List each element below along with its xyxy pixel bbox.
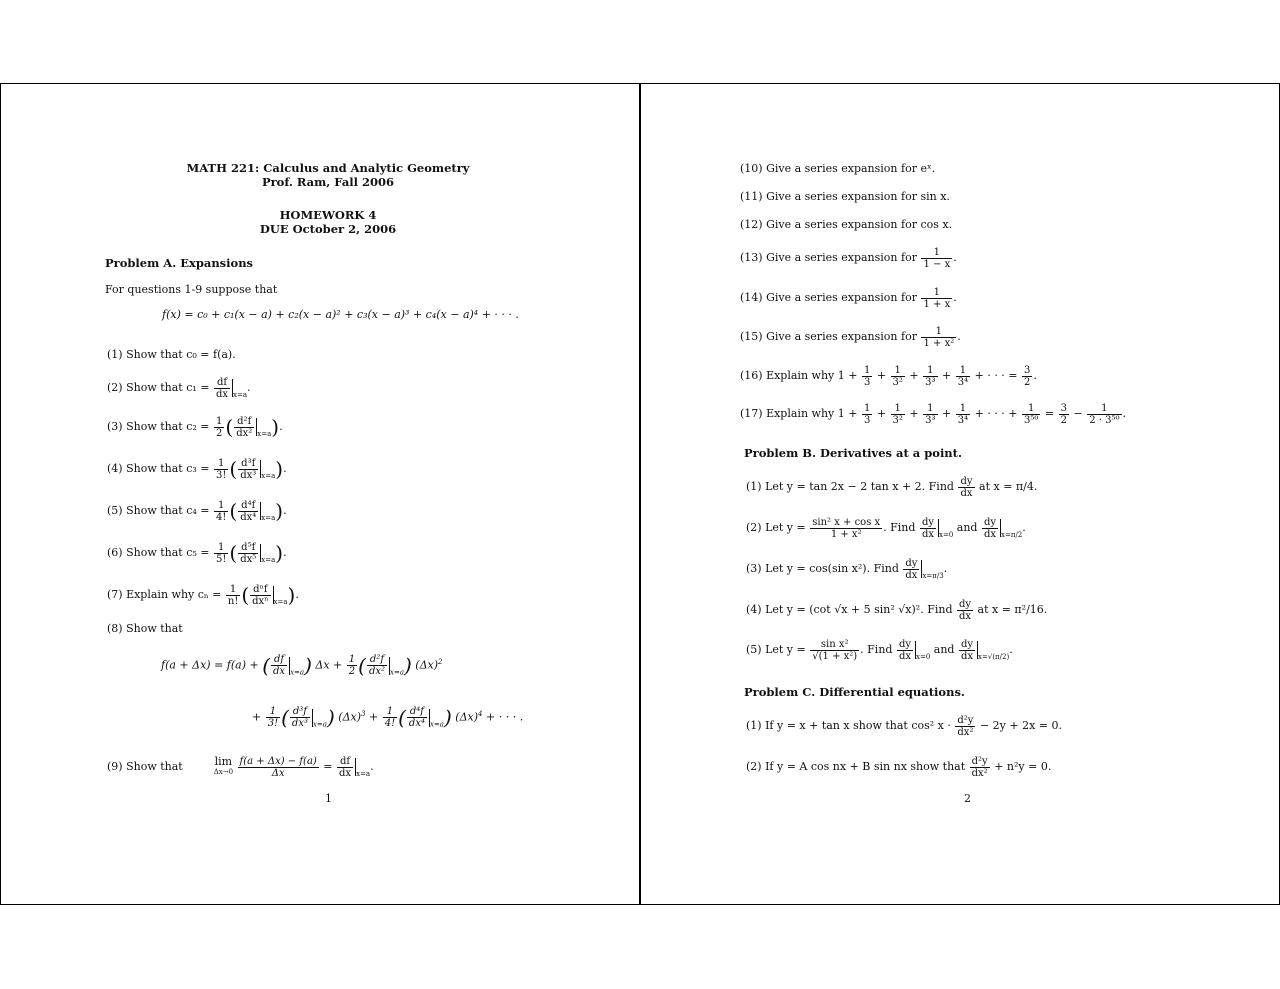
- question-10: (10) Give a series expansion for eˣ.: [740, 162, 936, 175]
- question-3: (3) Show that c₂ = $\frac{1}{2}$ ( $\frac{\text{d²f}}{\text{dx²}}$ $_{x=a}$).: [107, 415, 283, 439]
- b1-text: (1) Let y = tan 2x − 2 tan x + 2. Find: [746, 480, 954, 493]
- question-12: (12) Give a series expansion for cos x.: [740, 218, 953, 231]
- c1-suffix: − 2y + 2x = 0.: [979, 719, 1062, 732]
- limit-symbol: lim: [214, 755, 233, 768]
- q8-line1-text: f(a + Δx) = f(a) +: [161, 658, 259, 672]
- c2-suffix: + n²y = 0.: [994, 760, 1052, 773]
- due-date: DUE October 2, 2006: [259, 222, 397, 236]
- question-4: (4) Show that c₃ = $\frac{1}{3!}$ ( $\frac{\text{d³f}}{\text{dx³}}$ $_{x=a}$).: [107, 457, 287, 481]
- question-8-line-1: f(a + Δx) = f(a) + ( $\frac{df}{dx}$ $_{x=a}$) Δx + $\frac{1}{2}$ ( $\frac{\text{d²f}}{\text{dx²}}$ $_{x=a}$) $(\Delta x)^2$: [161, 653, 443, 678]
- question-13: (13) Give a series expansion for $\frac{1}{1 - x}$ .: [740, 246, 957, 270]
- c1-text: (1) If y = x + tan x show that cos² x ·: [746, 719, 951, 732]
- question-2-text: (2) Show that c₁ =: [107, 381, 210, 394]
- question-16: (16) Explain why 1 + $\frac{1}{3}$ + $\frac{1}{\text{3²}}$ + $\frac{1}{\text{3³}}$ + $\frac{1}{\text{3⁴}}$ + · · · = $\frac{3}{2}$ .: [740, 364, 1037, 388]
- question-14: (14) Give a series expansion for $\frac{1}{1 + x}$ .: [740, 286, 957, 310]
- b1-suffix: at x = π/4.: [979, 480, 1038, 493]
- question-13-text: (13) Give a series expansion for: [740, 251, 917, 264]
- question-17: (17) Explain why 1 + $\frac{1}{3}$ + $\frac{1}{\text{3²}}$ + $\frac{1}{\text{3³}}$ + $\frac{1}{\text{3⁴}}$ + · · · + $\frac{1}{\text{3⁵⁰}}$ = $\frac{3}{2}$ − $\frac{1}{\text{2 · 3⁵⁰}}$ .: [740, 402, 1126, 426]
- problem-b2: (2) Let y = $\frac{\text{sin² x + cos x}}{\text{1 + x²}}$ . Find $\frac{dy}{dx}$ $_{x=0}$ and $\frac{dy}{dx}$ $_{x=\pi/2}$.: [746, 516, 1026, 540]
- problem-b4: (4) Let y = (cot √x + 5 sin² √x)². Find $\frac{dy}{dx}$ at x = π²/16.: [746, 598, 1048, 622]
- b4-text: (4) Let y = (cot √x + 5 sin² √x)². Find: [746, 603, 953, 616]
- main-equation: f(x) = c₀ + c₁(x − a) + c₂(x − a)² + c₃(x − a)³ + c₄(x − a)⁴ + · · · .: [162, 308, 519, 321]
- question-9: (9) Show that lim Δx→0 $\frac{f(a + \Delta x) - f(a)}{\Delta x}$ = $\frac{df}{dx}$ $_{x=a}$.: [107, 755, 374, 779]
- question-16-text: (16) Explain why 1 +: [740, 369, 858, 382]
- question-14-text: (14) Give a series expansion for: [740, 291, 917, 304]
- question-17-text: (17) Explain why 1 +: [740, 407, 858, 420]
- question-7-text: (7) Explain why cₙ =: [107, 588, 222, 601]
- question-5-text: (5) Show that c₄ =: [107, 504, 210, 517]
- problem-b1: (1) Let y = tan 2x − 2 tan x + 2. Find $\frac{dy}{dx}$ at x = π/4.: [746, 475, 1038, 499]
- problem-c2: (2) If y = A cos nx + B sin nx show that $\frac{\text{d²y}}{\text{dx²}}$ + n²y = 0.: [746, 755, 1052, 779]
- question-6-text: (6) Show that c₅ =: [107, 546, 210, 559]
- question-15: (15) Give a series expansion for $\frac{1}{\text{1 + x²}}$ .: [740, 325, 961, 349]
- b3-text: (3) Let y = cos(sin x²). Find: [746, 562, 899, 575]
- problem-c1: (1) If y = x + tan x show that cos² x · $\frac{\text{d²y}}{\text{dx²}}$ − 2y + 2x = 0.: [746, 714, 1062, 738]
- question-6: (6) Show that c₅ = $\frac{1}{5!}$ ( $\frac{\text{d⁵f}}{\text{dx⁵}}$ $_{x=a}$).: [107, 541, 287, 565]
- homework-title: HOMEWORK 4: [279, 208, 377, 222]
- limit-subscript: Δx→0: [213, 768, 234, 776]
- question-4-text: (4) Show that c₃ =: [107, 462, 210, 475]
- b2-text: (2) Let y =: [746, 521, 806, 534]
- page-number-2: 2: [964, 792, 971, 805]
- question-8: (8) Show that: [107, 622, 183, 635]
- section-b-heading: Problem B. Derivatives at a point.: [744, 446, 962, 460]
- q8-line2-text: +: [252, 710, 262, 724]
- problem-b3: (3) Let y = cos(sin x²). Find $\frac{dy}{dx}$ $_{x=\pi/3}$.: [746, 557, 948, 581]
- question-7: (7) Explain why cₙ = $\frac{1}{n!}$ ( $\frac{\text{dⁿf}}{\text{dxⁿ}}$ $_{x=a}$).: [107, 583, 299, 607]
- question-15-text: (15) Give a series expansion for: [740, 330, 917, 343]
- page-number-1: 1: [325, 792, 332, 805]
- section-c-heading: Problem C. Differential equations.: [744, 685, 965, 699]
- question-11: (11) Give a series expansion for sin x.: [740, 190, 950, 203]
- question-8-line-2: + $\frac{1}{3!}$ ( $\frac{\text{d³f}}{\text{dx³}}$ $_{x=a}$) $(\Delta x)^3$ + $\frac{1}{4!}$ ( $\frac{\text{d⁴f}}{\text{dx⁴}}$ $_{x=a}$) $(\Delta x)^4$ + · · · .: [252, 705, 524, 730]
- question-5: (5) Show that c₄ = $\frac{1}{4!}$ ( $\frac{\text{d⁴f}}{\text{dx⁴}}$ $_{x=a}$).: [107, 499, 287, 523]
- problem-b5: (5) Let y = $\frac{\text{sin x²}}{\text{√(1 + x²)}}$ . Find $\frac{dy}{dx}$ $_{x=0}$ and $\frac{dy}{dx}$ $_{x=√(\pi/2)}$.: [746, 638, 1013, 662]
- question-1: (1) Show that c₀ = f(a).: [107, 348, 236, 361]
- c2-text: (2) If y = A cos nx + B sin nx show that: [746, 760, 966, 773]
- b5-text: (5) Let y =: [746, 643, 806, 656]
- question-2: (2) Show that c₁ = $\frac{df}{dx}$ $_{x=a}$.: [107, 376, 251, 400]
- section-a-heading: Problem A. Expansions: [105, 256, 254, 270]
- intro-text: For questions 1-9 suppose that: [105, 283, 278, 296]
- question-3-text: (3) Show that c₂ =: [107, 420, 210, 433]
- b4-suffix: at x = π²/16.: [977, 603, 1048, 616]
- question-9-text: (9) Show that: [107, 760, 183, 773]
- instructor: Prof. Ram, Fall 2006: [261, 175, 395, 189]
- course-title: MATH 221: Calculus and Analytic Geometry: [186, 161, 470, 175]
